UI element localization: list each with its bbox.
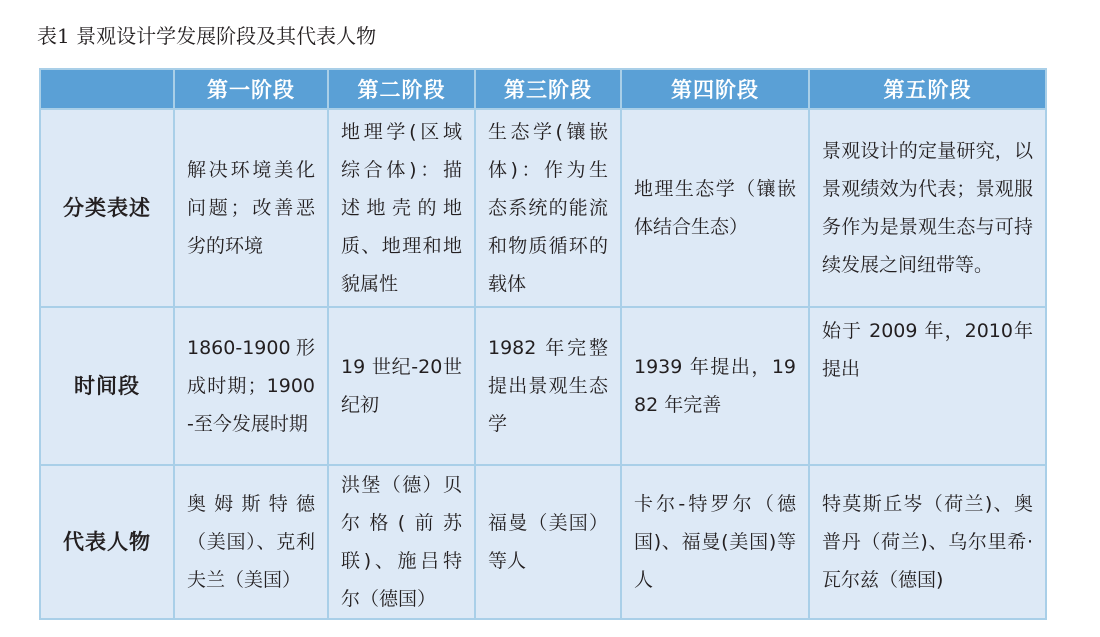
table-cell <box>328 465 475 619</box>
header-stage-4: 第四阶段 <box>621 69 809 109</box>
table-cell <box>621 465 809 619</box>
table-cell <box>621 307 809 465</box>
cell-text: 解决环境美化问题；改善恶劣的环境 <box>187 159 315 257</box>
development-stages-table <box>39 68 1047 620</box>
header-stage-2: 第二阶段 <box>328 69 475 109</box>
table-cell <box>809 109 1046 307</box>
cell-text: 卡尔-特罗尔（德国)、福曼(美国)等人 <box>634 493 796 591</box>
cell-text: 地理生态学（镶嵌体结合生态） <box>634 178 796 238</box>
cell-text: 1939 年提出，1982 年完善 <box>634 356 796 416</box>
cell-text: 始于 2009 年，2010年提出 <box>822 320 1033 380</box>
table-cell <box>621 109 809 307</box>
row-label-representatives: 代表人物 <box>40 465 174 619</box>
cell-text: 洪堡（德）贝尔格(前苏联)、施吕特尔（德国） <box>341 474 462 610</box>
cell-text: 景观设计的定量研究，以景观绩效为代表；景观服务作为是景观生态与可持续发展之间纽带等。 <box>822 140 1033 276</box>
table-cell <box>809 307 1046 465</box>
header-stage-1: 第一阶段 <box>174 69 328 109</box>
header-stage-5: 第五阶段 <box>809 69 1046 109</box>
header-stage-3: 第三阶段 <box>475 69 621 109</box>
row-label-period: 时间段 <box>40 307 174 465</box>
cell-text: 福曼（美国）等人 <box>488 512 608 572</box>
table-cell <box>328 307 475 465</box>
cell-text: 19 世纪-20世纪初 <box>341 356 462 416</box>
table-cell <box>174 465 328 619</box>
cell-text: 1860-1900形成时期；1900-至今发展时期 <box>187 337 315 435</box>
cell-text: 奥姆斯特德（美国）、克利夫兰（美国） <box>187 493 315 591</box>
table-row <box>40 307 1046 465</box>
table-cell <box>328 109 475 307</box>
table-cell <box>809 465 1046 619</box>
table-row <box>40 109 1046 307</box>
cell-text: 特莫斯丘岑（荷兰)、奥普丹（荷兰)、乌尔里希·瓦尔兹（德国) <box>822 493 1033 591</box>
table-cell <box>174 109 328 307</box>
cell-text: 1982 年完整提出景观生态学 <box>488 337 608 435</box>
table-cell <box>475 307 621 465</box>
cell-text: 生态学(镶嵌体)：作为生态系统的能流和物质循环的载体 <box>488 121 608 295</box>
header-corner <box>40 69 174 109</box>
cell-text: 地理学(区域综合体)：描述地壳的地质、地理和地貌属性 <box>341 121 462 295</box>
header-row <box>40 69 1046 109</box>
table-cell <box>174 307 328 465</box>
table-cell <box>475 109 621 307</box>
table-cell <box>475 465 621 619</box>
table-caption: 表1 景观设计学发展阶段及其代表人物 <box>37 24 377 48</box>
table-row <box>40 465 1046 619</box>
row-label-description: 分类表述 <box>40 109 174 307</box>
